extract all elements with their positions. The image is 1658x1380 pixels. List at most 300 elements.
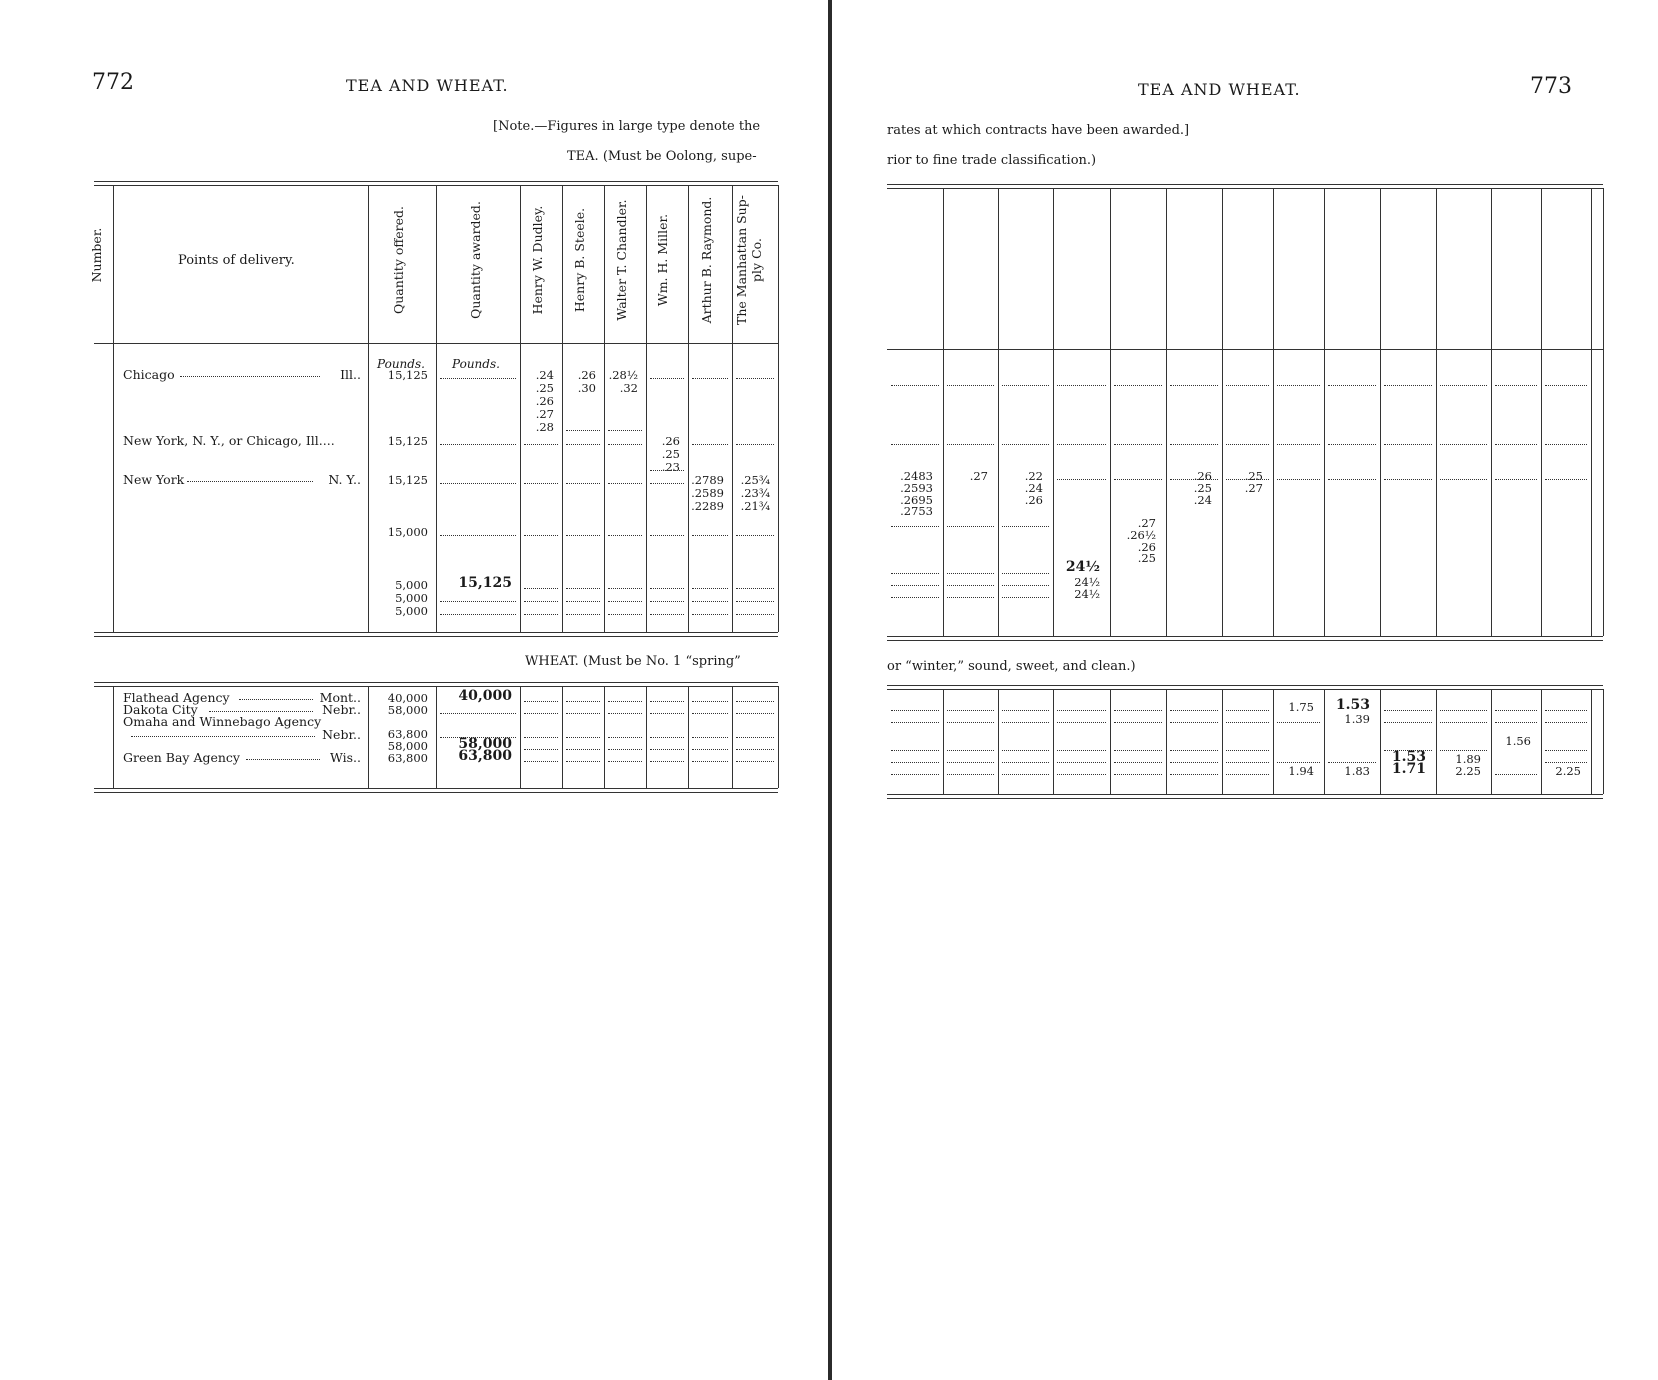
header-points-of-delivery: Points of delivery. — [178, 253, 295, 268]
dot-leader — [1002, 722, 1049, 723]
dot-leader — [891, 585, 939, 586]
table-cell: 58,000 — [458, 736, 512, 752]
dot-leader — [692, 737, 728, 738]
dot-leader — [1114, 710, 1162, 711]
header-bidder: Henry W. Dudley. — [530, 205, 545, 315]
dot-leader — [1057, 722, 1106, 723]
dot-leader — [566, 601, 600, 602]
dot-leader — [891, 762, 939, 763]
dot-leader — [1495, 774, 1537, 775]
column-rule — [520, 686, 521, 788]
dot-leader — [1384, 385, 1432, 386]
dot-leader — [1277, 479, 1320, 480]
dot-leader — [891, 385, 939, 386]
dot-leader — [1170, 774, 1218, 775]
dot-leader — [1545, 750, 1587, 751]
delivery-point — [123, 751, 363, 764]
column-rule — [1110, 689, 1111, 794]
dot-leader — [692, 378, 728, 379]
dot-leader — [1002, 585, 1049, 586]
dot-leader — [692, 535, 728, 536]
dot-leader — [1002, 526, 1049, 527]
table-cell: .22 — [1024, 469, 1043, 483]
header-bidder: Henry B. Steele. — [572, 207, 587, 313]
dot-leader — [608, 737, 642, 738]
dot-leader — [1495, 385, 1537, 386]
dot-leader — [1440, 722, 1487, 723]
place-name: Green Bay Agency — [123, 750, 240, 765]
dot-leader — [524, 601, 558, 602]
header-rule — [887, 349, 1603, 350]
dot-leader — [650, 470, 684, 471]
dot-leader — [131, 736, 315, 737]
table-cell: .2483 — [900, 469, 933, 483]
table-cell: 15,125 — [387, 472, 428, 487]
column-rule — [562, 686, 563, 788]
dot-leader — [891, 573, 939, 574]
dot-leader — [566, 713, 600, 714]
dot-leader — [891, 526, 939, 527]
dot-leader — [736, 749, 774, 750]
dot-leader — [1226, 385, 1269, 386]
dot-leader — [1002, 597, 1049, 598]
dot-leader — [440, 713, 516, 714]
state-abbrev: Ill.. — [340, 367, 361, 382]
dot-leader — [1384, 710, 1432, 711]
dot-leader — [692, 588, 728, 589]
dot-leader — [1057, 774, 1106, 775]
dot-leader — [1226, 750, 1269, 751]
dot-leader — [1057, 479, 1106, 480]
dot-leader — [608, 483, 642, 484]
dot-leader — [736, 701, 774, 702]
table-cell: 1.75 — [1288, 700, 1314, 714]
dot-leader — [947, 722, 994, 723]
state-abbrev: Nebr.. — [322, 727, 361, 742]
table-cell: .26 — [661, 433, 680, 448]
dot-leader — [947, 385, 994, 386]
dot-leader — [566, 614, 600, 615]
table-cell: .32 — [619, 381, 638, 396]
column-rule — [1222, 689, 1223, 794]
dot-leader — [1277, 385, 1320, 386]
dot-leader — [440, 601, 516, 602]
table-cell: .26 — [1193, 469, 1212, 483]
table-cell: 58,000 — [387, 703, 428, 717]
dot-leader — [1114, 385, 1162, 386]
header-quantity-offered: Quantity offered. — [391, 205, 406, 315]
dot-leader — [692, 614, 728, 615]
dot-leader — [440, 444, 516, 445]
table-cell: 63,800 — [458, 748, 512, 764]
column-rule — [604, 686, 605, 788]
header-bidder: Walter T. Chandler. — [614, 199, 629, 321]
place-name: Flathead Agency — [123, 690, 230, 705]
table-cell: .23 — [661, 459, 680, 474]
dot-leader — [1114, 762, 1162, 763]
dot-leader — [608, 701, 642, 702]
place-name: New York — [123, 471, 185, 487]
dot-leader — [1002, 444, 1049, 445]
dot-leader — [524, 713, 558, 714]
table-cell: .2695 — [900, 492, 933, 507]
dot-leader — [440, 535, 516, 536]
dot-leader — [440, 614, 516, 615]
column-rule — [998, 689, 999, 794]
place-name: Chicago — [123, 367, 175, 382]
table-cell: 1.39 — [1344, 712, 1370, 726]
dot-leader — [1057, 385, 1106, 386]
table-cell: .25 — [661, 446, 680, 461]
dot-leader — [947, 526, 994, 527]
table-cell: .26 — [1137, 539, 1156, 554]
dot-leader — [1057, 444, 1106, 445]
table-cell: .25 — [1137, 551, 1156, 566]
dot-leader — [1440, 444, 1487, 445]
dot-leader — [736, 614, 774, 615]
dot-leader — [187, 481, 313, 482]
page-number: 773 — [1530, 74, 1572, 99]
dot-leader — [608, 588, 642, 589]
dot-leader — [650, 749, 684, 750]
dot-leader — [1495, 710, 1537, 711]
dot-leader — [1170, 444, 1218, 445]
page-number: 772 — [92, 70, 134, 95]
header-bidder: The Manhattan Sup- — [734, 195, 749, 325]
dot-leader — [1114, 479, 1162, 480]
dot-leader — [524, 588, 558, 589]
dot-leader — [566, 701, 600, 702]
dot-leader — [1114, 750, 1162, 751]
table-cell: 1.53 — [1391, 749, 1426, 765]
dot-leader — [692, 713, 728, 714]
dot-leader — [736, 588, 774, 589]
table-cell: .24 — [535, 368, 554, 382]
table-cell: .2789 — [691, 472, 724, 487]
table-cell: 5,000 — [395, 577, 428, 592]
dot-leader — [1277, 444, 1320, 445]
header-bidder: ply Co. — [749, 238, 764, 282]
wheat-heading: WHEAT. (Must be No. 1 “spring” — [525, 654, 741, 669]
dot-leader — [947, 573, 994, 574]
table-cell: 24½ — [1074, 586, 1100, 601]
dot-leader — [1114, 444, 1162, 445]
dot-leader — [692, 701, 728, 702]
table-cell: 63,800 — [387, 727, 428, 741]
dot-leader — [650, 378, 684, 379]
dot-leader — [947, 762, 994, 763]
table-cell: .26½ — [1126, 527, 1156, 542]
unit-awarded: Pounds. — [452, 357, 500, 371]
dot-leader — [524, 535, 558, 536]
place-name: Omaha and Winnebago Agency — [123, 714, 322, 729]
dot-leader — [692, 601, 728, 602]
table-cell: 24½ — [1065, 559, 1100, 575]
table-cell: .26 — [1024, 492, 1043, 507]
dot-leader — [524, 749, 558, 750]
dot-leader — [1495, 722, 1537, 723]
table-cell: 1.56 — [1505, 734, 1531, 748]
dot-leader — [566, 535, 600, 536]
table-cell: 1.53 — [1335, 697, 1370, 713]
column-rule — [113, 686, 114, 788]
dot-leader — [736, 601, 774, 602]
table-cell: .27 — [535, 407, 554, 422]
dot-leader — [608, 535, 642, 536]
column-rule — [1591, 689, 1592, 794]
column-rule — [1380, 689, 1381, 794]
dot-leader — [692, 444, 728, 445]
dot-leader — [1226, 710, 1269, 711]
dot-leader — [1545, 385, 1587, 386]
dot-leader — [891, 774, 939, 775]
dot-leader — [566, 430, 600, 431]
table-cell: .2593 — [900, 480, 933, 495]
dot-leader — [1545, 444, 1587, 445]
table-cell: .25 — [535, 381, 554, 396]
dot-leader — [440, 483, 516, 484]
dot-leader — [891, 710, 939, 711]
dot-leader — [566, 749, 600, 750]
dot-leader — [1002, 762, 1049, 763]
dot-leader — [650, 713, 684, 714]
dot-leader — [1440, 710, 1487, 711]
delivery-point — [123, 368, 363, 381]
dot-leader — [1495, 444, 1537, 445]
dot-leader — [736, 535, 774, 536]
dot-leader — [524, 483, 558, 484]
dot-leader — [891, 722, 939, 723]
dot-leader — [608, 749, 642, 750]
dot-leader — [692, 761, 728, 762]
dot-leader — [608, 444, 642, 445]
dot-leader — [1440, 479, 1487, 480]
dot-leader — [1545, 479, 1587, 480]
delivery-point — [123, 434, 363, 447]
table-cell: 15,125 — [387, 433, 428, 448]
dot-leader — [1057, 762, 1106, 763]
header-quantity-awarded: Quantity awarded. — [468, 201, 483, 319]
table-cell: .25¾ — [740, 472, 770, 487]
dot-leader — [736, 713, 774, 714]
table-cell: .28½ — [608, 368, 638, 382]
dot-leader — [524, 761, 558, 762]
dot-leader — [566, 761, 600, 762]
dot-leader — [1328, 762, 1376, 763]
dot-leader — [1277, 722, 1320, 723]
place-name: Dakota City — [123, 702, 198, 717]
dot-leader — [1226, 444, 1269, 445]
dot-leader — [524, 444, 558, 445]
dot-leader — [736, 378, 774, 379]
table-cell: .27 — [969, 469, 988, 483]
dot-leader — [947, 774, 994, 775]
dot-leader — [1170, 762, 1218, 763]
dot-leader — [1384, 722, 1432, 723]
table-cell: 1.83 — [1344, 764, 1370, 778]
table-cell: .25 — [1193, 480, 1212, 495]
right-page — [832, 0, 1658, 1380]
dot-leader — [1114, 774, 1162, 775]
dot-leader — [1328, 385, 1376, 386]
dot-leader — [736, 737, 774, 738]
state-abbrev: N. Y.. — [328, 471, 361, 487]
dot-leader — [1170, 385, 1218, 386]
dot-leader — [1114, 722, 1162, 723]
dot-leader — [1170, 710, 1218, 711]
wheat-heading-continued: or “winter,” sound, sweet, and clean.) — [887, 659, 1136, 674]
table-cell: .27 — [1244, 480, 1263, 495]
dot-leader — [180, 376, 320, 377]
wheat-bottom-rule — [887, 794, 1603, 799]
dot-leader — [1495, 479, 1537, 480]
table-bottom-rule — [94, 632, 778, 637]
dot-leader — [1002, 710, 1049, 711]
dot-leader — [692, 749, 728, 750]
dot-leader — [736, 761, 774, 762]
dot-leader — [524, 701, 558, 702]
dot-leader — [566, 444, 600, 445]
table-bottom-rule — [887, 636, 1603, 641]
left-page — [0, 0, 828, 1380]
dot-leader — [1440, 750, 1487, 751]
note-text: [Note.—Figures in large type denote the — [493, 119, 761, 134]
dot-leader — [1170, 722, 1218, 723]
dot-leader — [1057, 710, 1106, 711]
wheat-top-rule — [887, 685, 1603, 690]
dot-leader — [1226, 762, 1269, 763]
table-top-rule — [887, 184, 1603, 189]
column-rule — [943, 689, 944, 794]
dot-leader — [650, 588, 684, 589]
header-number: Number. — [89, 227, 104, 283]
dot-leader — [440, 378, 516, 379]
table-cell: 58,000 — [387, 739, 428, 753]
wheat-top-rule — [94, 682, 778, 687]
table-cell: 15,125 — [387, 368, 428, 382]
table-cell: 2.25 — [1555, 764, 1581, 778]
dot-leader — [891, 444, 939, 445]
header-bidder: Wm. H. Miller. — [655, 213, 670, 307]
dot-leader — [947, 750, 994, 751]
table-cell: .26 — [577, 368, 596, 382]
tea-heading-continued: rior to fine trade classification.) — [887, 153, 1097, 168]
dot-leader — [1545, 710, 1587, 711]
table-cell: 1.71 — [1391, 761, 1426, 777]
dot-leader — [608, 430, 642, 431]
dot-leader — [650, 535, 684, 536]
delivery-point — [123, 473, 363, 486]
table-cell: .27 — [1137, 516, 1156, 530]
header-bidder: Arthur B. Raymond. — [699, 196, 714, 324]
dot-leader — [1002, 774, 1049, 775]
table-cell: 1.89 — [1455, 752, 1481, 766]
dot-leader — [1002, 573, 1049, 574]
table-cell: .28 — [535, 420, 554, 435]
table-cell: 63,800 — [387, 751, 428, 765]
tea-heading: TEA. (Must be Oolong, supe- — [567, 149, 757, 164]
table-cell: 24½ — [1074, 574, 1100, 589]
column-rule — [1166, 689, 1167, 794]
dot-leader — [650, 601, 684, 602]
dot-leader — [650, 701, 684, 702]
dot-leader — [947, 710, 994, 711]
dot-leader — [736, 444, 774, 445]
dot-leader — [1002, 750, 1049, 751]
dot-leader — [1384, 444, 1432, 445]
dot-leader — [239, 699, 314, 700]
state-abbrev: Nebr.. — [322, 702, 361, 717]
dot-leader — [524, 737, 558, 738]
dot-leader — [608, 601, 642, 602]
unit-offered: Pounds. — [377, 357, 425, 371]
dot-leader — [947, 444, 994, 445]
dot-leader — [650, 761, 684, 762]
dot-leader — [1057, 750, 1106, 751]
dot-leader — [209, 711, 313, 712]
header-number — [1613, 192, 1658, 342]
column-rule — [1053, 689, 1054, 794]
table-cell: .24 — [1193, 492, 1212, 507]
column-rule — [732, 686, 733, 788]
table-cell: 5,000 — [395, 603, 428, 618]
column-rule — [778, 686, 779, 788]
dot-leader — [1440, 385, 1487, 386]
dot-leader — [566, 483, 600, 484]
column-rule — [1603, 689, 1604, 794]
table-cell: .2289 — [691, 499, 724, 513]
wheat-bottom-rule — [94, 788, 778, 793]
table-cell: 15,125 — [458, 574, 512, 591]
table-cell: .21¾ — [740, 499, 770, 513]
dot-leader — [1545, 722, 1587, 723]
table-cell: .24 — [1024, 480, 1043, 495]
dot-leader — [891, 597, 939, 598]
dot-leader — [566, 588, 600, 589]
note-continued: rates at which contracts have been awarded.] — [887, 123, 1190, 138]
dot-leader — [650, 483, 684, 484]
table-cell: 1.94 — [1288, 764, 1314, 778]
dot-leader — [566, 737, 600, 738]
dot-leader — [608, 614, 642, 615]
table-cell: 5,000 — [395, 590, 428, 605]
dot-leader — [1170, 750, 1218, 751]
table-cell: .26 — [535, 394, 554, 409]
dot-leader — [1226, 722, 1269, 723]
table-cell: .23¾ — [740, 485, 770, 500]
dot-leader — [246, 759, 320, 760]
table-cell: .30 — [577, 381, 596, 396]
dot-leader — [608, 761, 642, 762]
column-rule — [1436, 689, 1437, 794]
table-cell: .2753 — [900, 504, 933, 519]
dot-leader — [947, 597, 994, 598]
running-title: TEA AND WHEAT. — [346, 76, 509, 95]
dot-leader — [650, 737, 684, 738]
table-cell: 40,000 — [387, 691, 428, 705]
delivery-point — [123, 714, 363, 742]
dot-leader — [947, 585, 994, 586]
table-cell: .2589 — [691, 485, 724, 500]
column-rule — [1541, 689, 1542, 794]
dot-leader — [1226, 774, 1269, 775]
dot-leader — [1384, 479, 1432, 480]
dot-leader — [891, 750, 939, 751]
running-title: TEA AND WHEAT. — [1138, 80, 1301, 99]
column-rule — [688, 686, 689, 788]
table-cell: 40,000 — [458, 688, 512, 704]
dot-leader — [1002, 385, 1049, 386]
